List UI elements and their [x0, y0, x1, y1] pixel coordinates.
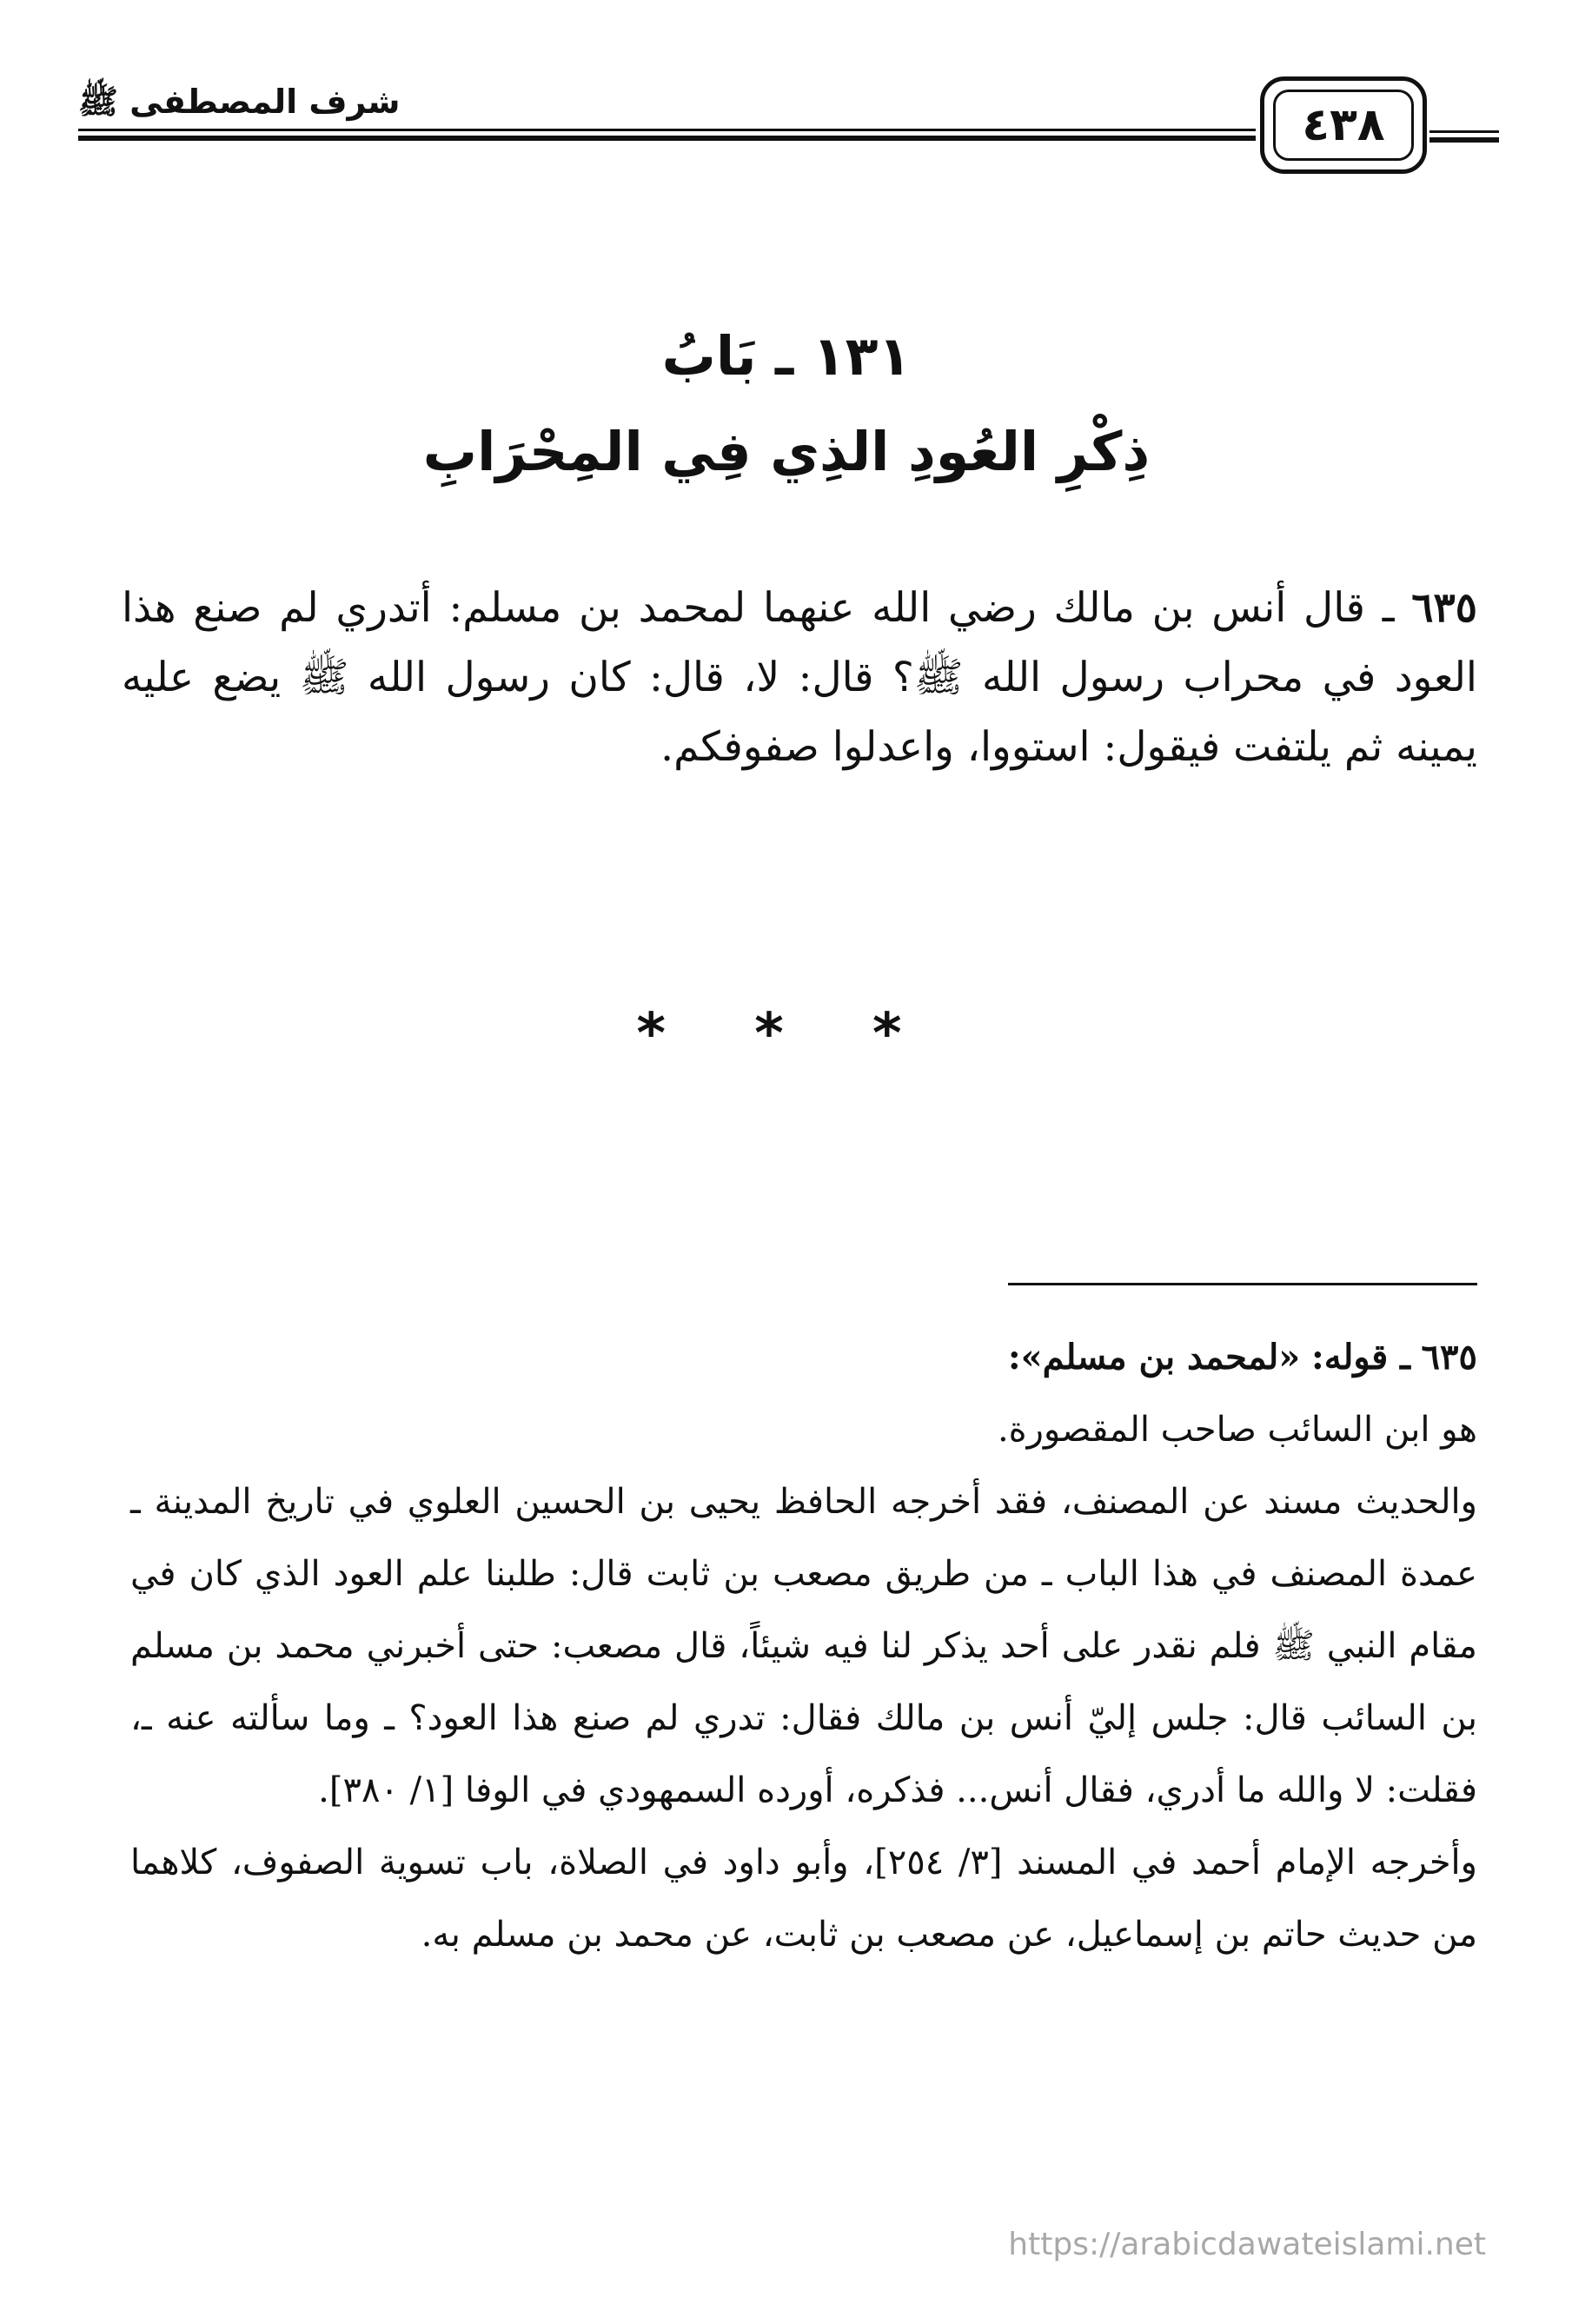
footnote-rule — [1008, 1283, 1477, 1285]
header-rule-thick — [78, 136, 1256, 141]
footnote-quote: «لمحمد بن مسلم»: — [1007, 1337, 1301, 1378]
footnote-label: ـ قوله: — [1311, 1337, 1410, 1378]
page-number: ٤٣٨ — [1273, 90, 1414, 161]
footnote-heading — [130, 1321, 1477, 1394]
footnote-paragraph: هو ابن السائب صاحب المقصورة. — [997, 1410, 1477, 1450]
section-separator: * * * — [636, 1002, 937, 1066]
watermark-url: https://arabicdawateislami.net — [1008, 2227, 1486, 2262]
chapter-heading: ١٣١ ـ بَابُ — [661, 324, 912, 388]
hadith-body: ـ قال أنس بن مالك رضي الله عنهما لمحمد بن مسلم: أتدري لم صنع هذا العود في محراب رسول الله ﷺ؟ قال: لا، قال: كان رسول الله ﷺ يضع عليه يمينه ثم يلتفت فيقول: استووا، واعدلوا صفوفكم. — [122, 584, 1477, 771]
footnote-number: ٦٣٥ — [1421, 1337, 1477, 1378]
hadith-number: ٦٣٥ — [1411, 584, 1477, 632]
footnotes — [130, 1321, 1477, 1971]
chapter-subtitle: ذِكْرِ العُودِ الذِي فِي المِحْرَابِ — [422, 420, 1151, 483]
header-rule-thin-right — [1429, 130, 1499, 133]
footnote-paragraph: وأخرجه الإمام أحمد في المسند [٣/ ٢٥٤]، وأبو داود في الصلاة، باب تسوية الصفوف، كلاهما من حديث حاتم بن إسماعيل، عن مصعب بن ثابت، عن محمد بن مسلم به. — [130, 1843, 1477, 1955]
running-title: شرف المصطفى ﷺ — [78, 83, 401, 121]
hadith-text — [122, 574, 1477, 782]
page-number-frame — [1260, 76, 1427, 174]
header-rule-thick-right — [1429, 137, 1499, 143]
header-rule-thin — [78, 129, 1256, 131]
footnote-paragraph: والحديث مسند عن المصنف، فقد أخرجه الحافظ يحيى بن الحسين العلوي في تاريخ المدينة ـ عمدة المصنف في هذا الباب ـ من طريق مصعب بن ثابت قال: طلبنا علم العود الذي كان في مقام النبي ﷺ فلم نقدر على أحد يذكر لنا فيه شيئاً، قال مصعب: حتى أخبرني محمد بن مسلم بن السائب قال: جلس إليّ أنس بن مالك فقال: تدري لم صنع هذا العود؟ ـ وما سألته عنه ـ، فقلت: لا والله ما أدري، فقال أنس... فذكره، أورده السمهودي في الوفا [١/ ٣٨٠]. — [130, 1482, 1477, 1810]
